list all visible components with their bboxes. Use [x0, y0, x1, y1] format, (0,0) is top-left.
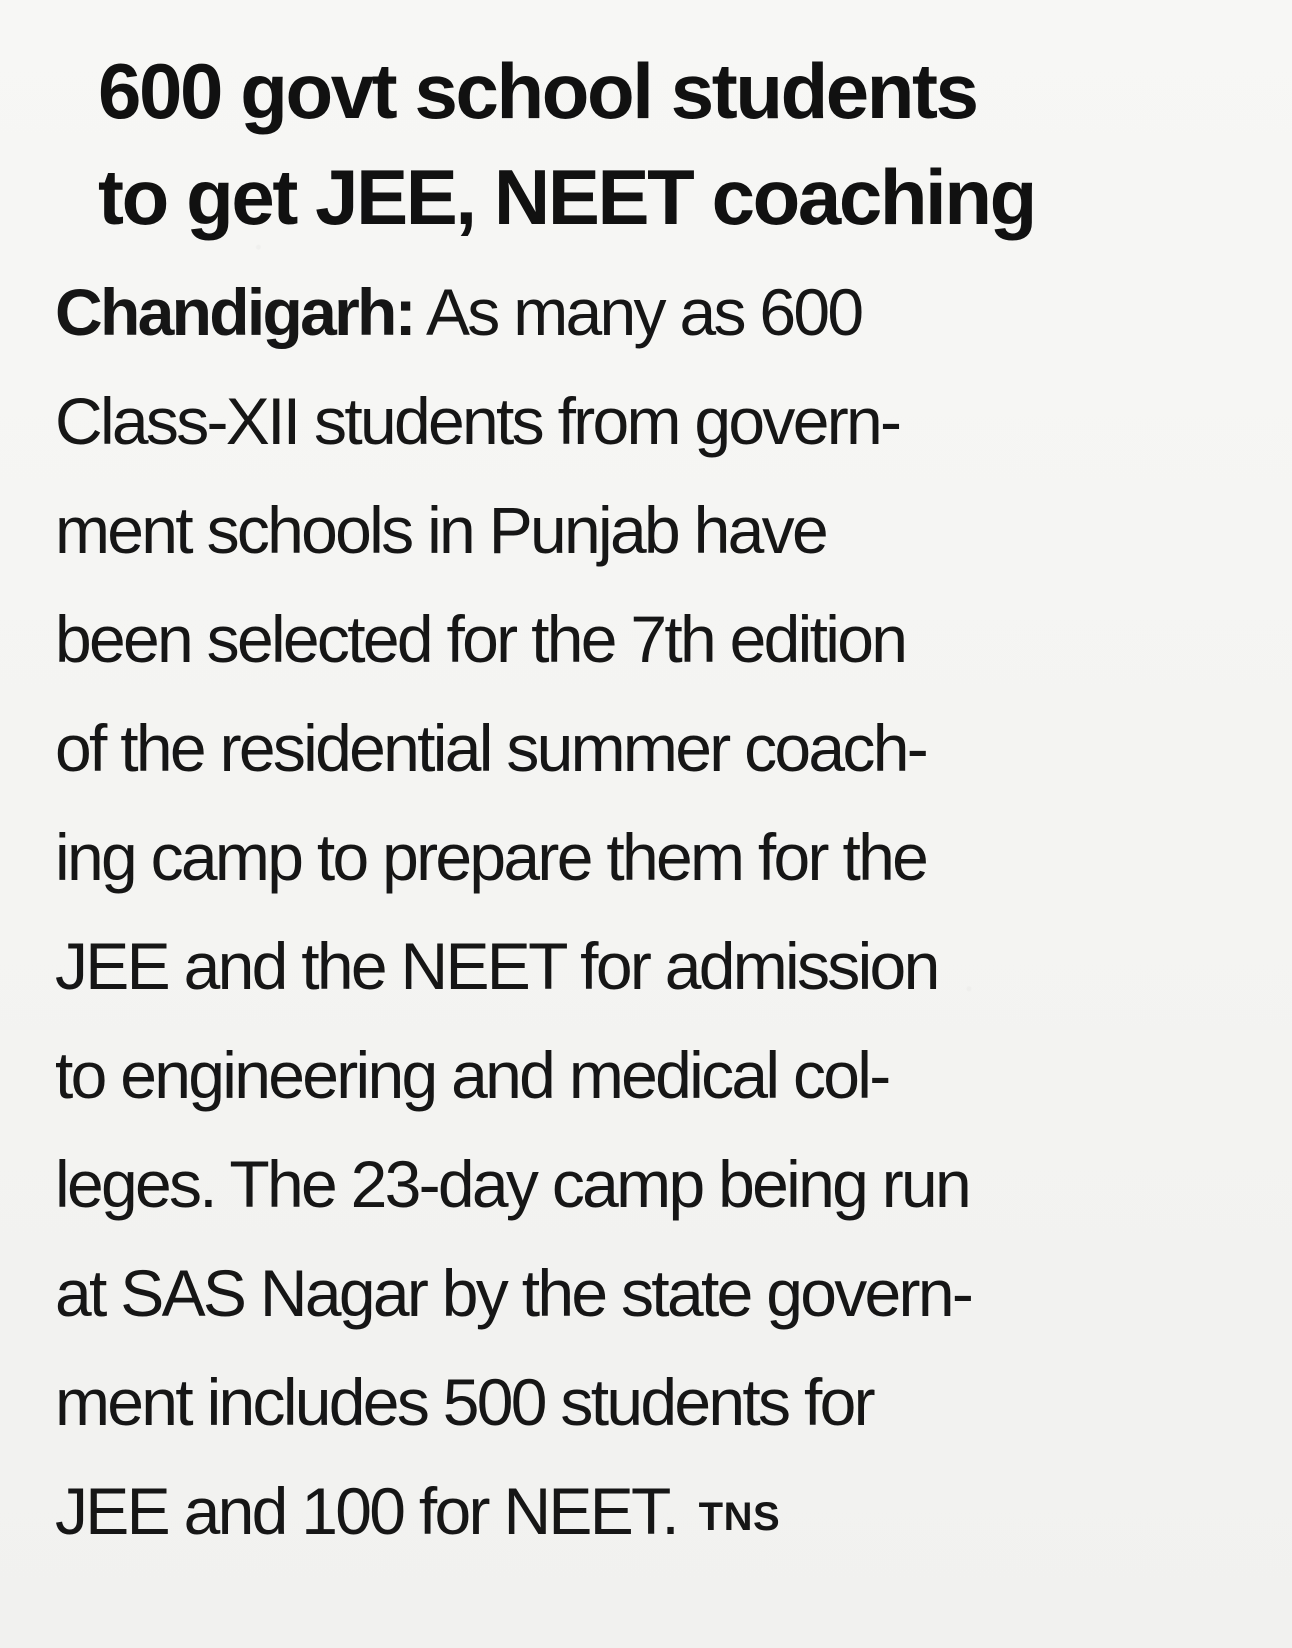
body-line-3: ment schools in Punjab have: [55, 493, 826, 567]
body-line-2: Class-XII students from govern-: [55, 384, 900, 458]
body-line-12-text: JEE and 100 for NEET.: [55, 1474, 677, 1548]
body-line-5: of the residential summer coach-: [55, 711, 927, 785]
body-line-7: JEE and the NEET for admission: [55, 929, 938, 1003]
dateline: Chandigarh:: [55, 275, 414, 349]
headline-line-1: 600 govt school students: [98, 47, 977, 135]
article-headline: [98, 38, 1248, 250]
body-line-10: at SAS Nagar by the state govern-: [55, 1256, 972, 1330]
agency-credit: TNS: [698, 1495, 781, 1539]
body-line-8: to engineering and medical col-: [55, 1038, 889, 1112]
headline-line-2: to get JEE, NEET coaching: [98, 153, 1035, 241]
body-line-1: [55, 258, 1275, 367]
article-body: [55, 258, 1275, 1566]
body-line-9: leges. The 23-day camp being run: [55, 1147, 970, 1221]
body-line-11: ment includes 500 students for: [55, 1365, 873, 1439]
body-line-4: been selected for the 7th edition: [55, 602, 906, 676]
body-line-6: ing camp to prepare them for the: [55, 820, 927, 894]
body-line-1-text: As many as 600: [425, 275, 862, 349]
body-line-12: [55, 1457, 1275, 1566]
